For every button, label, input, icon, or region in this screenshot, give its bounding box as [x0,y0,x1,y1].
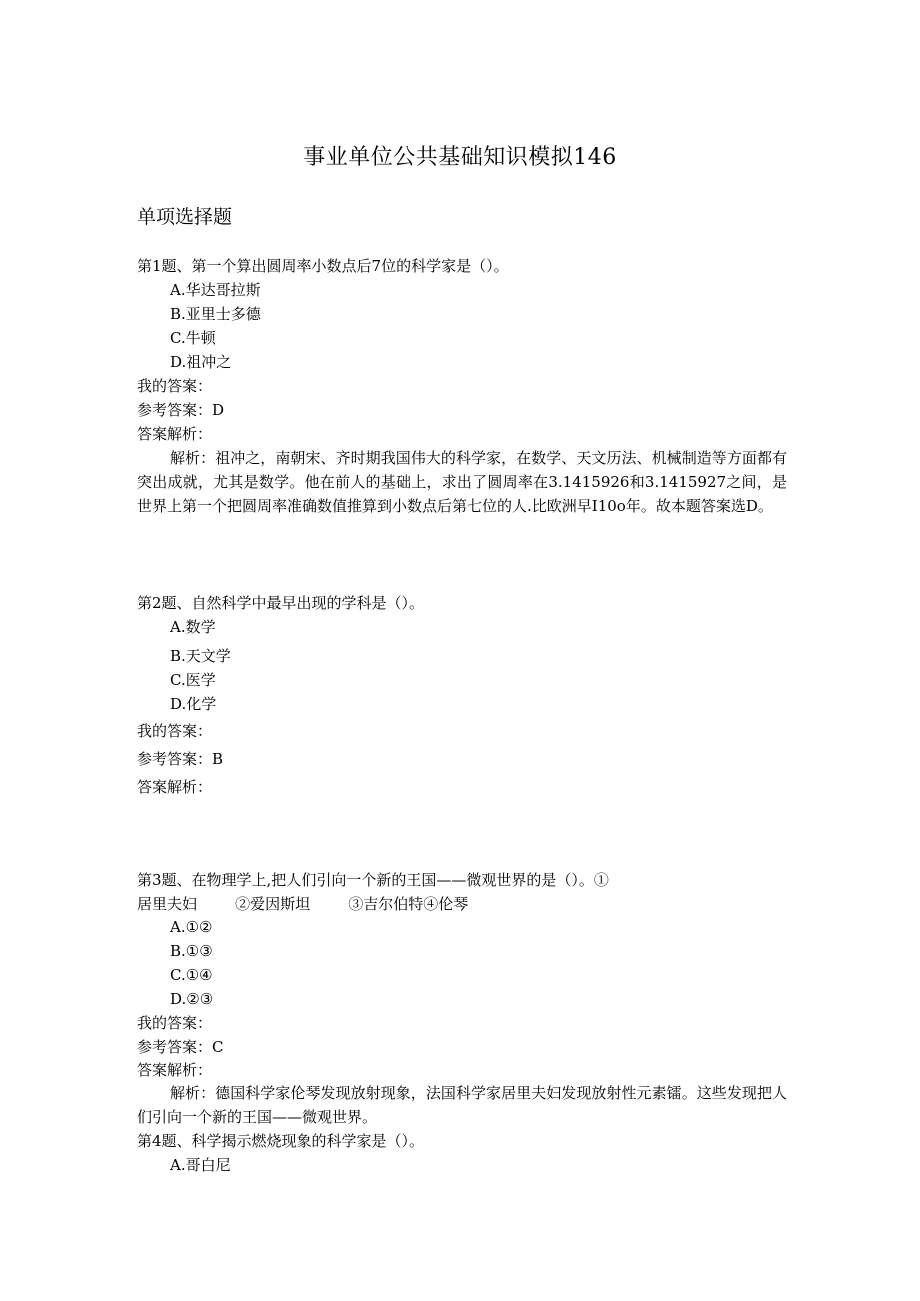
question-2-analysis-label: 答案解析： [137,778,213,796]
question-2-my-answer: 我的答案： [137,722,213,740]
question-2-option-c: C.医学 [170,671,216,689]
question-1-option-a: A.华达哥拉斯 [170,281,261,299]
question-2-option-b: B.天文学 [170,647,231,665]
question-3-reference-answer: 参考答案：C [137,1038,224,1056]
question-3-option-b: B.①③ [170,942,213,960]
question-3-my-answer: 我的答案： [137,1014,213,1032]
question-2-reference-answer: 参考答案：B [137,750,224,768]
question-3-option-d: D.②③ [170,990,214,1008]
question-1-analysis-text: 解析：祖冲之，南朝宋、齐时期我国伟大的科学家，在数学、天文历法、机械制造等方面都有突出成就，尤其是数学。他在前人的基础上，求出了圆周率在3.1415926和3.1415927之间，是世界上第一个把圆周率准确数值推算到小数点后第七位的人.比欧洲早I10o年。故本题答案选D。 [137,449,787,515]
question-4-stem: 第4题、科学揭示燃烧现象的科学家是（）。 [137,1132,425,1150]
section-heading: 单项选择题 [137,206,233,228]
page-title: 事业单位公共基础知识模拟146 [303,145,617,170]
question-1-option-d: D.祖冲之 [170,353,232,371]
question-4-option-a: A.哥白尼 [170,1156,231,1174]
question-2-option-a: A.数学 [170,618,216,636]
question-1-my-answer: 我的答案： [137,377,213,395]
question-3-analysis-label: 答案解析： [137,1061,213,1079]
question-3-stem-continued: 居里夫妇 ②爱因斯坦 ③吉尔伯特④伦琴 [137,895,469,913]
question-3-stem: 第3题、在物理学上,把人们引向一个新的王国——微观世界的是（）。① [137,871,609,889]
question-2-stem: 第2题、自然科学中最早出现的学科是（）。 [137,594,425,612]
question-2-option-d: D.化学 [170,695,217,713]
question-1-option-b: B.亚里士多德 [170,305,261,323]
question-3-analysis-text: 解析：德国科学家伦琴发现放射现象，法国科学家居里夫妇发现放射性元素镭。这些发现把人们引向一个新的王国——微观世界。 [137,1084,787,1126]
question-1-stem: 第1题、第一个算出圆周率小数点后7位的科学家是（）。 [137,257,509,275]
question-1-option-c: C.牛顿 [170,329,216,347]
question-3-option-a: A.①② [170,918,213,936]
question-1-analysis-label: 答案解析： [137,425,213,443]
question-1-reference-answer: 参考答案：D [137,401,225,419]
question-3-option-c: C.①④ [170,966,213,984]
